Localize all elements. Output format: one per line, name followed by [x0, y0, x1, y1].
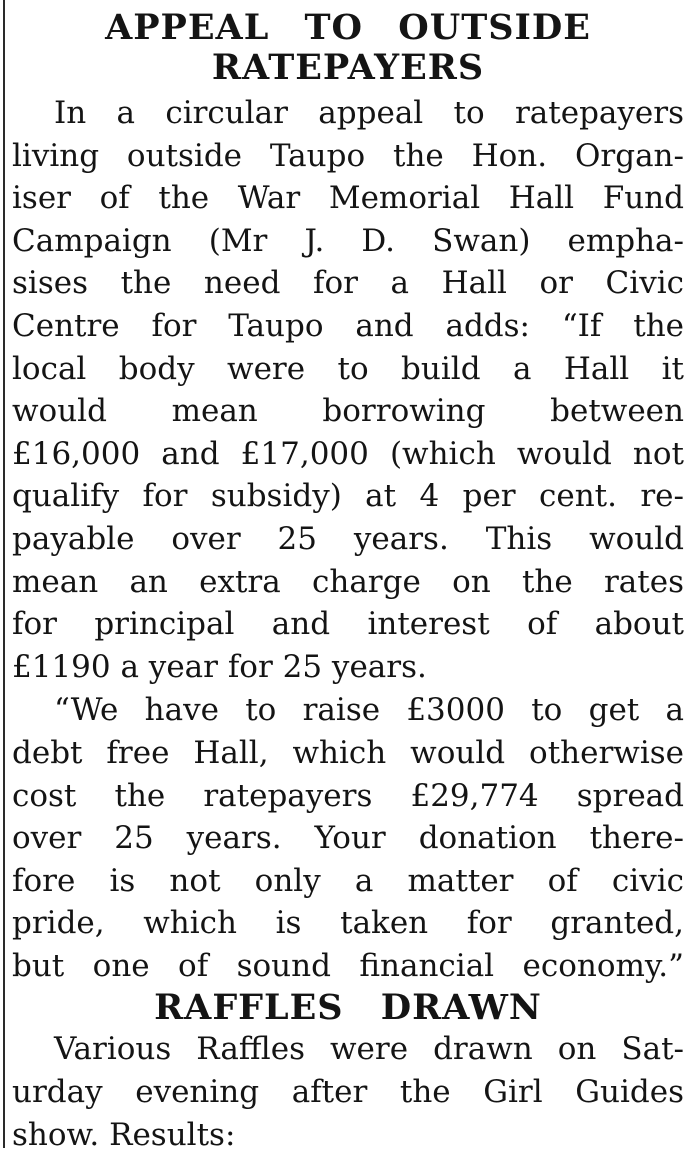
- text-line: Centre for Taupo and adds: “If the: [12, 307, 684, 344]
- text-line: for principal and interest of about: [12, 606, 684, 643]
- text-line: payable over 25 years. This would: [12, 520, 684, 557]
- text-line: In a circular appeal to ratepayers: [54, 95, 684, 131]
- text-line: “We have to raise £3000 to get a: [54, 692, 684, 729]
- text-line: but one of sound financial economy.”: [12, 947, 684, 984]
- text-line: qualify for subsidy) at 4 per cent. re-: [12, 478, 684, 515]
- heading-line: RAFFLES DRAWN: [154, 987, 542, 1029]
- text-line: mean an extra charge on the rates: [12, 563, 684, 600]
- text-line: debt free Hall, which would otherwise: [12, 734, 684, 771]
- text-line: over 25 years. Your donation there-: [12, 820, 684, 857]
- text-line: show. Results:: [12, 1116, 236, 1153]
- text-line: living outside Taupo the Hon. Organ-: [12, 137, 684, 174]
- text-line: would mean borrowing between: [12, 393, 684, 430]
- paragraph-raffles: [12, 1028, 684, 1156]
- paragraph-appeal: [12, 92, 684, 688]
- article-heading: [12, 0, 684, 88]
- newspaper-article: [12, 0, 684, 1156]
- text-line: £1190 a year for 25 years.: [12, 648, 427, 685]
- text-line: Campaign (Mr J. D. Swan) empha-: [12, 222, 684, 259]
- text-line: sises the need for a Hall or Civic: [12, 265, 684, 302]
- column-rule: [3, 0, 5, 1148]
- paragraph-quote: [12, 689, 684, 987]
- text-line: pride, which is taken for granted,: [12, 905, 684, 942]
- text-line: fore is not only a matter of civic: [12, 862, 684, 899]
- text-line: Various Raffles were drawn on Sat-: [54, 1031, 684, 1068]
- text-line: cost the ratepayers £29,774 spread: [12, 777, 684, 814]
- heading-line: RATEPAYERS: [211, 47, 485, 88]
- section-heading: [12, 988, 684, 1028]
- text-line: local body were to build a Hall it: [12, 350, 684, 387]
- text-line: urday evening after the Girl Guides: [12, 1074, 684, 1111]
- heading-line: APPEAL TO OUTSIDE: [105, 7, 591, 48]
- text-line: iser of the War Memorial Hall Fund: [12, 180, 684, 217]
- text-line: £16,000 and £17,000 (which would not: [12, 435, 684, 472]
